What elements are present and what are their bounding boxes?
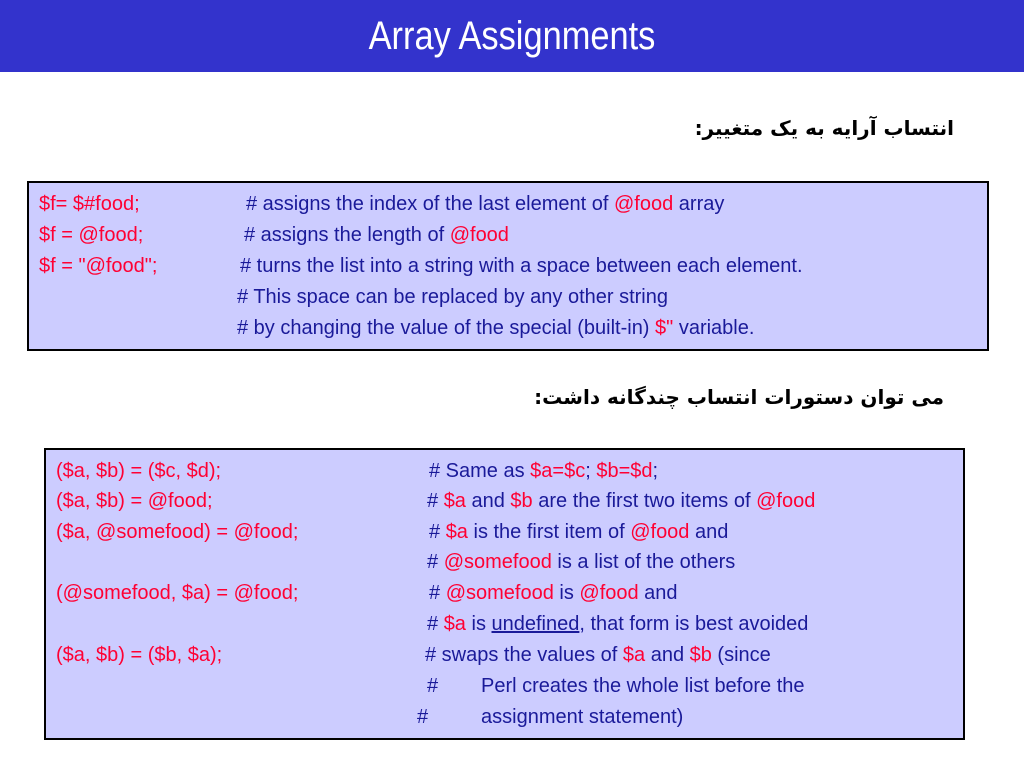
code-text: ($a, @somefood) = @food; (56, 521, 299, 543)
code-line (46, 702, 963, 732)
code-line (46, 640, 963, 670)
code-line (29, 220, 987, 250)
comment-text (427, 547, 735, 577)
comment-text (429, 578, 678, 608)
comment-part: array (673, 193, 725, 215)
code-line (29, 251, 987, 281)
comment-part: Perl creates the whole list before the (481, 675, 805, 697)
comment-highlight: $" (655, 317, 674, 339)
comment-part: and (638, 582, 678, 604)
comment-part: and (465, 490, 511, 512)
comment-part: is the first item of (467, 521, 631, 543)
code-line (46, 578, 963, 608)
comment-part: # (427, 490, 444, 512)
comment-part: assignment statement) (481, 706, 684, 728)
comment-text (429, 517, 728, 547)
code-line (29, 282, 987, 312)
code-text: (@somefood, $a) = @food; (56, 582, 299, 604)
comment-highlight: $b (689, 644, 712, 666)
comment-highlight: $b=$d (596, 460, 653, 482)
comment-text (425, 640, 771, 670)
comment-highlight: @food (614, 193, 674, 215)
heading-multiple-assignment: می توان دستورات انتساب چندگانه داشت: (534, 385, 944, 409)
comment-part: # assigns the index of the last element of (246, 193, 614, 215)
comment-part: # by changing the value of the special (built-in) (237, 317, 656, 339)
comment-part: # (429, 521, 446, 543)
heading-array-to-variable: انتساب آرایه به یک متغییر: (694, 116, 954, 140)
comment-part: # (427, 613, 444, 635)
code-text: $f = @food; (39, 224, 144, 246)
comment-part: ; (585, 460, 597, 482)
comment-text (237, 313, 754, 343)
comment-text (240, 251, 803, 281)
comment-part: is (553, 582, 580, 604)
comment-highlight: $b (510, 490, 533, 512)
comment-highlight: $a=$c (530, 460, 586, 482)
comment-part: # turns the list into a string with a space between each element. (240, 255, 803, 277)
comment-part: are the first two items of (532, 490, 757, 512)
comment-highlight: @food (756, 490, 816, 512)
comment-highlight: $a (443, 490, 466, 512)
code-line (46, 547, 963, 577)
code-box-array-to-scalar (27, 181, 989, 351)
comment-underlined: undefined (491, 613, 580, 635)
code-text: ($a, $b) = @food; (56, 490, 213, 512)
code-text: $f = "@food"; (39, 255, 158, 277)
comment-part: # swaps the values of (425, 644, 623, 666)
comment-part: # (429, 582, 446, 604)
slide-title: Array Assignments (368, 14, 656, 58)
code-line (46, 517, 963, 547)
comment-part: and (645, 644, 690, 666)
comment-highlight: @food (449, 224, 509, 246)
comment-highlight: @somefood (445, 582, 554, 604)
comment-part: ; (652, 460, 659, 482)
comment-highlight: $a (445, 521, 468, 543)
comment-part: # (427, 551, 444, 573)
comment-highlight: @food (579, 582, 639, 604)
comment-highlight: @somefood (443, 551, 552, 573)
comment-part: # This space can be replaced by any other string (237, 286, 668, 308)
code-line (46, 486, 963, 516)
comment-part: and (689, 521, 729, 543)
comment-text (427, 486, 815, 516)
comment-highlight: $a (443, 613, 466, 635)
comment-part: is (465, 613, 492, 635)
comment-hash: # (417, 706, 429, 728)
comment-highlight: $a (622, 644, 646, 666)
comment-part: , that form is best avoided (579, 613, 809, 635)
comment-highlight: @food (630, 521, 690, 543)
comment-text (429, 456, 658, 486)
code-line (29, 189, 987, 219)
comment-text (244, 220, 509, 250)
comment-part: variable. (673, 317, 755, 339)
code-text: ($a, $b) = ($c, $d); (56, 460, 222, 482)
code-box-multiple-assignment (44, 448, 965, 740)
comment-part: is a list of the others (551, 551, 736, 573)
comment-hash: # (427, 675, 439, 697)
comment-text (237, 282, 668, 312)
code-line (46, 609, 963, 639)
comment-part: (since (711, 644, 771, 666)
code-line (29, 313, 987, 343)
code-line (46, 671, 963, 701)
code-line (46, 456, 963, 486)
comment-part: # Same as (429, 460, 531, 482)
comment-part: # assigns the length of (244, 224, 450, 246)
comment-text (427, 609, 808, 639)
code-text: $f= $#food; (39, 193, 140, 215)
code-text: ($a, $b) = ($b, $a); (56, 644, 223, 666)
comment-text (246, 189, 724, 219)
